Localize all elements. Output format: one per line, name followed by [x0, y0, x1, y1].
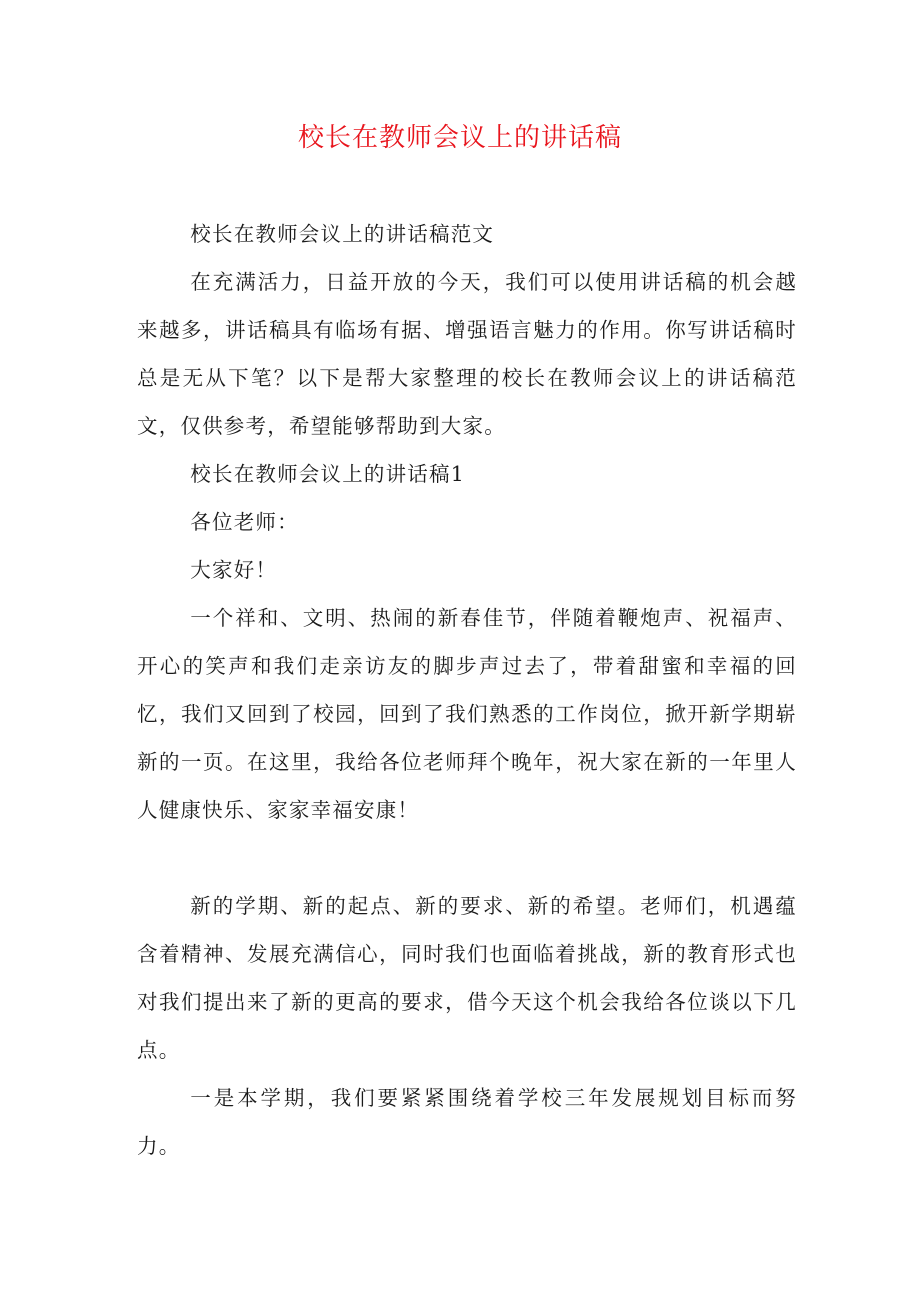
paragraph-spring-festival: 一个祥和、文明、热闹的新春佳节，伴随着鞭炮声、祝福声、开心的笑声和我们走亲访友的脚步声过去了，带着甜蜜和幸福的回忆，我们又回到了校园，回到了我们熟悉的工作岗位，掀开新学期崭新的一页。在这里，我给各位老师拜个晚年，祝大家在新的一年里人人健康快乐、家家幸福安康！ [137, 606, 797, 822]
document-title: 校长在教师会议上的讲话稿 [297, 123, 622, 153]
document-body [137, 210, 797, 1170]
paragraph-greeting: 大家好！ [190, 558, 278, 582]
paragraph-salutation: 各位老师： [190, 510, 299, 534]
paragraph-new-semester: 新的学期、新的起点、新的要求、新的希望。老师们，机遇蕴含着精神、发展充满信心，同时我们也面临着挑战，新的教育形式也对我们提出来了新的更高的要求，借今天这个机会我给各位谈以下几点。 [137, 894, 797, 1062]
paragraph-subtitle: 校长在教师会议上的讲话稿范文 [190, 222, 495, 246]
paragraph-gap [137, 834, 797, 882]
paragraph-section-heading: 校长在教师会议上的讲话稿1 [190, 462, 465, 486]
paragraph-intro: 在充满活力，日益开放的今天，我们可以使用讲话稿的机会越来越多，讲话稿具有临场有据、增强语言魅力的作用。你写讲话稿时总是无从下笔？以下是帮大家整理的校长在教师会议上的讲话稿范文，仅供参考，希望能够帮助到大家。 [137, 270, 797, 438]
paragraph-point-one: 一是本学期，我们要紧紧围绕着学校三年发展规划目标而努力。 [137, 1086, 797, 1158]
